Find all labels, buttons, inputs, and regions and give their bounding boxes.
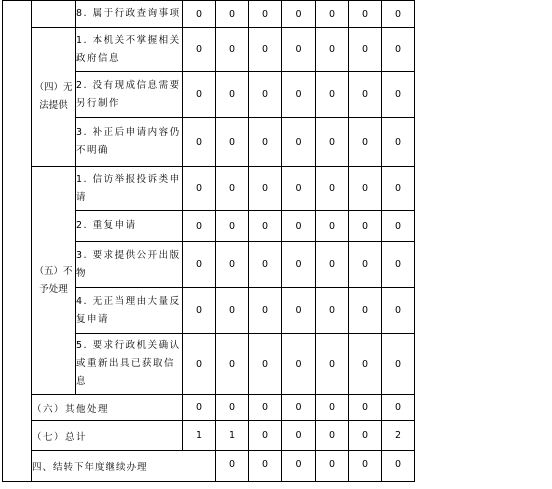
value-cell: 0 — [249, 118, 282, 167]
value-cell: 0 — [183, 72, 216, 118]
value-cell: 0 — [382, 451, 415, 482]
value-cell: 0 — [183, 28, 216, 72]
value-cell: 0 — [183, 288, 216, 334]
value-cell: 1 — [216, 421, 249, 451]
value-cell: 0 — [183, 242, 216, 288]
value-cell: 0 — [216, 451, 249, 482]
value-cell: 0 — [249, 242, 282, 288]
value-cell: 0 — [316, 28, 349, 72]
value-cell: 0 — [183, 118, 216, 167]
value-cell: 0 — [282, 451, 316, 482]
value-cell: 0 — [249, 1, 282, 28]
value-cell: 0 — [316, 421, 349, 451]
value-cell: 0 — [249, 211, 282, 242]
value-cell: 0 — [349, 288, 382, 334]
value-cell: 0 — [316, 211, 349, 242]
value-cell: 0 — [349, 167, 382, 211]
row-label: （七）总计 — [32, 421, 183, 451]
value-cell: 0 — [282, 421, 316, 451]
row-label: 3. 要求提供公开出版物 — [76, 242, 183, 288]
row-label: （六）其他处理 — [32, 395, 183, 421]
value-cell: 0 — [349, 28, 382, 72]
blank-cell — [32, 1, 76, 28]
value-cell: 0 — [316, 1, 349, 28]
value-cell: 0 — [249, 72, 282, 118]
table-row — [3, 395, 415, 421]
value-cell: 0 — [249, 451, 282, 482]
value-cell: 0 — [249, 288, 282, 334]
row-label: 1. 本机关不掌握相关政府信息 — [76, 28, 183, 72]
table-row — [3, 28, 415, 72]
value-cell: 0 — [382, 288, 415, 334]
value-cell: 0 — [349, 1, 382, 28]
value-cell: 0 — [216, 395, 249, 421]
value-cell: 0 — [349, 72, 382, 118]
value-cell: 0 — [316, 242, 349, 288]
row-label: 2. 重复申请 — [76, 211, 183, 242]
value-cell: 0 — [382, 28, 415, 72]
value-cell: 0 — [349, 211, 382, 242]
value-cell: 0 — [382, 118, 415, 167]
value-cell: 0 — [349, 451, 382, 482]
value-cell: 0 — [316, 451, 349, 482]
value-cell: 0 — [316, 118, 349, 167]
group-label-no-info: （四）无法提供 — [32, 28, 76, 167]
table-row — [3, 1, 415, 28]
row-label: 四、结转下年度继续办理 — [32, 451, 216, 482]
value-cell: 0 — [282, 72, 316, 118]
value-cell: 0 — [249, 167, 282, 211]
value-cell: 0 — [216, 28, 249, 72]
value-cell: 0 — [316, 167, 349, 211]
value-cell: 0 — [282, 167, 316, 211]
value-cell: 0 — [382, 242, 415, 288]
value-cell: 0 — [282, 28, 316, 72]
row-label: 3. 补正后申请内容仍不明确 — [76, 118, 183, 167]
value-cell: 0 — [216, 1, 249, 28]
value-cell: 0 — [382, 395, 415, 421]
value-cell: 0 — [282, 288, 316, 334]
value-cell: 2 — [382, 421, 415, 451]
value-cell: 0 — [349, 118, 382, 167]
row-label: 1. 信访举报投诉类申请 — [76, 167, 183, 211]
row-label: 4. 无正当理由大量反复申请 — [76, 288, 183, 334]
value-cell: 0 — [183, 211, 216, 242]
value-cell: 0 — [349, 334, 382, 395]
value-cell: 0 — [316, 72, 349, 118]
value-cell: 0 — [216, 211, 249, 242]
table-row — [3, 451, 415, 482]
value-cell: 0 — [282, 211, 316, 242]
value-cell: 0 — [216, 118, 249, 167]
value-cell: 0 — [216, 167, 249, 211]
value-cell: 0 — [349, 395, 382, 421]
value-cell: 0 — [216, 288, 249, 334]
value-cell: 0 — [382, 211, 415, 242]
row-label: 5. 要求行政机关确认或重新出具已获取信息 — [76, 334, 183, 395]
value-cell: 0 — [249, 28, 282, 72]
value-cell: 0 — [282, 118, 316, 167]
value-cell: 1 — [183, 421, 216, 451]
group-label-not-handled: （五）不予处理 — [32, 167, 76, 395]
table-row — [3, 167, 415, 211]
value-cell: 0 — [249, 334, 282, 395]
value-cell: 0 — [216, 72, 249, 118]
value-cell: 0 — [316, 395, 349, 421]
value-cell: 0 — [249, 421, 282, 451]
value-cell: 0 — [282, 395, 316, 421]
table-row — [3, 421, 415, 451]
value-cell: 0 — [249, 395, 282, 421]
row-label: 8. 属于行政查询事项 — [76, 1, 183, 28]
value-cell: 0 — [183, 1, 216, 28]
value-cell: 0 — [316, 334, 349, 395]
value-cell: 0 — [382, 1, 415, 28]
value-cell: 0 — [183, 334, 216, 395]
value-cell: 0 — [349, 242, 382, 288]
value-cell: 0 — [216, 242, 249, 288]
value-cell: 0 — [183, 167, 216, 211]
statistics-table — [2, 0, 415, 482]
row-label: 2. 没有现成信息需要另行制作 — [76, 72, 183, 118]
value-cell: 0 — [316, 288, 349, 334]
value-cell: 0 — [349, 421, 382, 451]
value-cell: 0 — [282, 242, 316, 288]
value-cell: 0 — [183, 395, 216, 421]
value-cell: 0 — [382, 72, 415, 118]
blank-cell — [3, 1, 32, 482]
value-cell: 0 — [282, 1, 316, 28]
value-cell: 0 — [216, 334, 249, 395]
value-cell: 0 — [282, 334, 316, 395]
value-cell: 0 — [382, 167, 415, 211]
value-cell: 0 — [382, 334, 415, 395]
